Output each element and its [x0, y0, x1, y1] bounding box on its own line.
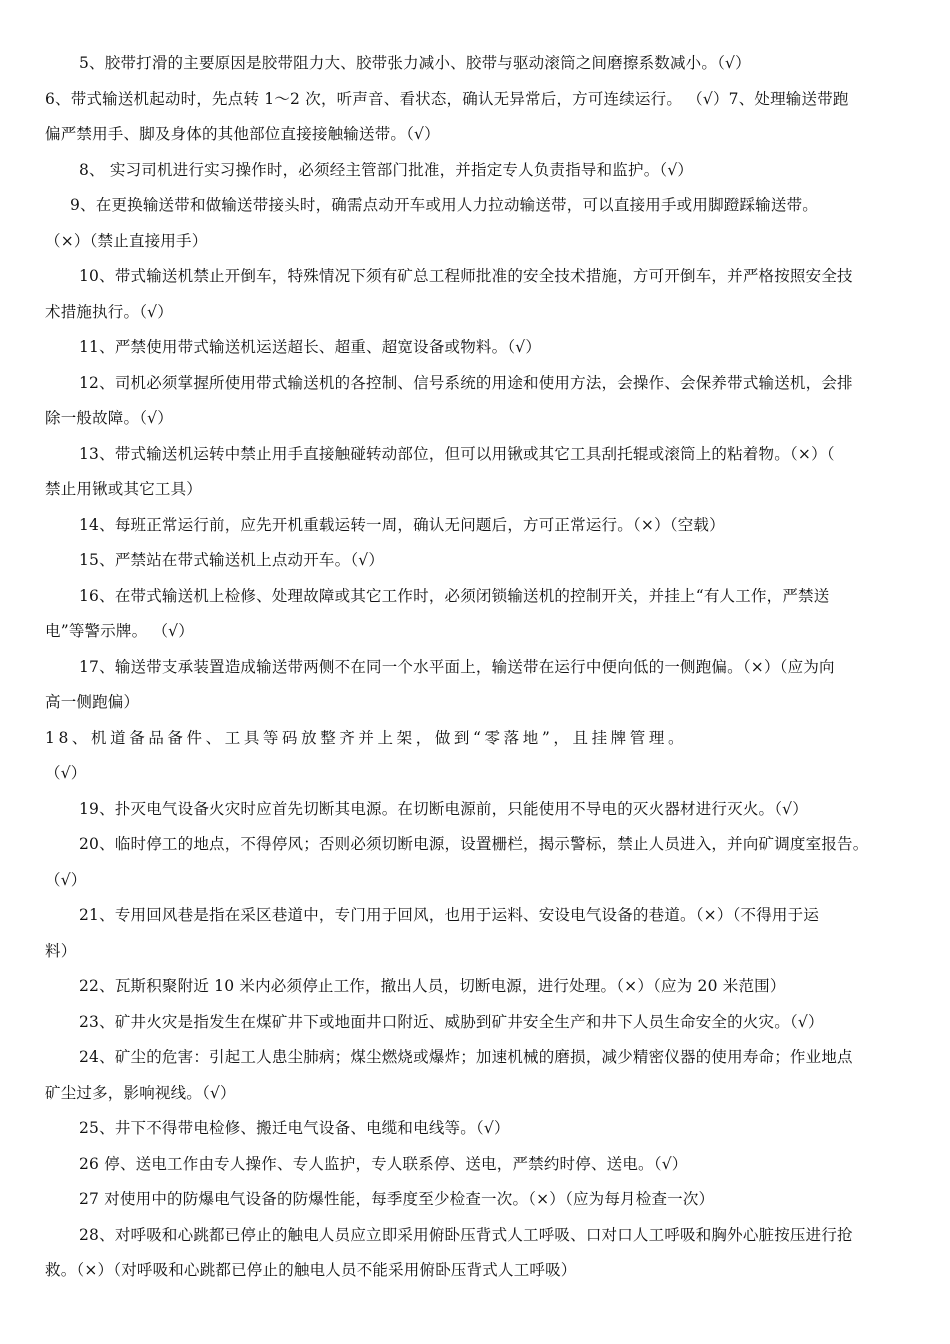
- text-line-q17: 17、输送带支承装置造成输送带两侧不在同一个水平面上，输送带在运行中便向低的一侧跑偏。（×）（应为向: [79, 658, 835, 676]
- text-line-q15: 15、严禁站在带式输送机上点动开车。（√）: [79, 551, 385, 569]
- text-line-q10-cont: 术措施执行。（√）: [45, 303, 173, 321]
- text-line-q18: 18、机道备品备件、工具等码放整齐并上架，做到“零落地”，且挂牌管理。: [45, 729, 688, 747]
- text-line-q25: 25、井下不得带电检修、搬迁电气设备、电缆和电线等。（√）: [79, 1119, 510, 1137]
- text-line-q21-cont: 料）: [45, 942, 77, 960]
- text-line-q22: 22、瓦斯积聚附近 10 米内必须停止工作，撤出人员，切断电源，进行处理。（×）（应为 20 米范围）: [79, 977, 786, 995]
- text-line-q28-cont: 救。（×）（对呼吸和心跳都已停止的触电人员不能采用俯卧压背式人工呼吸）: [45, 1261, 577, 1279]
- text-line-q5: 5、胶带打滑的主要原因是胶带阻力大、胶带张力减小、胶带与驱动滚筒之间磨擦系数减小。（√）: [79, 54, 751, 72]
- text-line-q19: 19、扑灭电气设备火灾时应首先切断其电源。在切断电源前，只能使用不导电的灭火器材进行灭火。（√）: [79, 800, 808, 818]
- text-line-q12: 12、司机必须掌握所使用带式输送机的各控制、信号系统的用途和使用方法，会操作、会保养带式输送机，会排: [79, 374, 853, 392]
- text-line-q16-cont: 电”等警示牌。 （√）: [45, 622, 194, 640]
- text-line-q20: 20、临时停工的地点，不得停风；否则必须切断电源，设置栅栏，揭示警标，禁止人员进入，并向矿调度室报告。: [79, 835, 869, 853]
- text-line-q17-cont: 高一侧跑偏）: [45, 693, 140, 711]
- text-line-q24-cont: 矿尘过多，影响视线。（√）: [45, 1084, 236, 1102]
- text-line-q21: 21、专用回风巷是指在采区巷道中，专门用于回风，也用于运料、安设电气设备的巷道。（×）（不得用于运: [79, 906, 820, 924]
- text-line-q11: 11、严禁使用带式输送机运送超长、超重、超宽设备或物料。（√）: [79, 338, 542, 356]
- text-line-q23: 23、矿井火灾是指发生在煤矿井下或地面井口附近、威胁到矿井安全生产和井下人员生命安全的火灾。（√）: [79, 1013, 824, 1031]
- text-line-q7-cont: 偏严禁用手、脚及身体的其他部位直接接触输送带。（√）: [45, 125, 440, 143]
- text-line-q14: 14、每班正常运行前，应先开机重载运转一周，确认无问题后，方可正常运行。（×）（空载）: [79, 516, 725, 534]
- text-line-q12-cont: 除一般故障。（√）: [45, 409, 173, 427]
- text-line-q16: 16、在带式输送机上检修、处理故障或其它工作时，必须闭锁输送机的控制开关，并挂上“有人工作，严禁送: [79, 587, 830, 605]
- text-line-q26: 26 停、送电工作由专人操作、专人监护，专人联系停、送电，严禁约时停、送电。（√）: [79, 1155, 688, 1173]
- text-line-q8: 8、 实习司机进行实习操作时，必须经主管部门批准，并指定专人负责指导和监护。（√）: [79, 161, 694, 179]
- text-line-q27: 27 对使用中的防爆电气设备的防爆性能，每季度至少检查一次。（×）（应为每月检查一次）: [79, 1190, 715, 1208]
- text-line-q28: 28、对呼吸和心跳都已停止的触电人员应立即采用俯卧压背式人工呼吸、口对口人工呼吸和胸外心脏按压进行抢: [79, 1226, 853, 1244]
- text-line-q10: 10、带式输送机禁止开倒车，特殊情况下须有矿总工程师批准的安全技术措施，方可开倒车，并严格按照安全技: [79, 267, 853, 285]
- text-line-q13: 13、带式输送机运转中禁止用手直接触碰转动部位，但可以用锹或其它工具刮托辊或滚筒上的粘着物。（×）（: [79, 445, 835, 463]
- text-line-q18-cont: （√）: [45, 764, 87, 782]
- text-line-q9: 9、在更换输送带和做输送带接头时，确需点动开车或用人力拉动输送带，可以直接用手或用脚蹬踩输送带。: [70, 196, 818, 214]
- text-line-q6: 6、带式输送机起动时，先点转 1～2 次，听声音、看状态，确认无异常后，方可连续运行。 （√）7、处理输送带跑: [45, 90, 849, 108]
- text-line-q9-cont: （×）（禁止直接用手）: [45, 232, 208, 250]
- text-line-q13-cont: 禁止用锹或其它工具）: [45, 480, 203, 498]
- text-line-q24: 24、矿尘的危害：引起工人患尘肺病；煤尘燃烧或爆炸；加速机械的磨损，减少精密仪器的使用寿命；作业地点: [79, 1048, 853, 1066]
- text-line-q20-cont: （√）: [45, 871, 87, 889]
